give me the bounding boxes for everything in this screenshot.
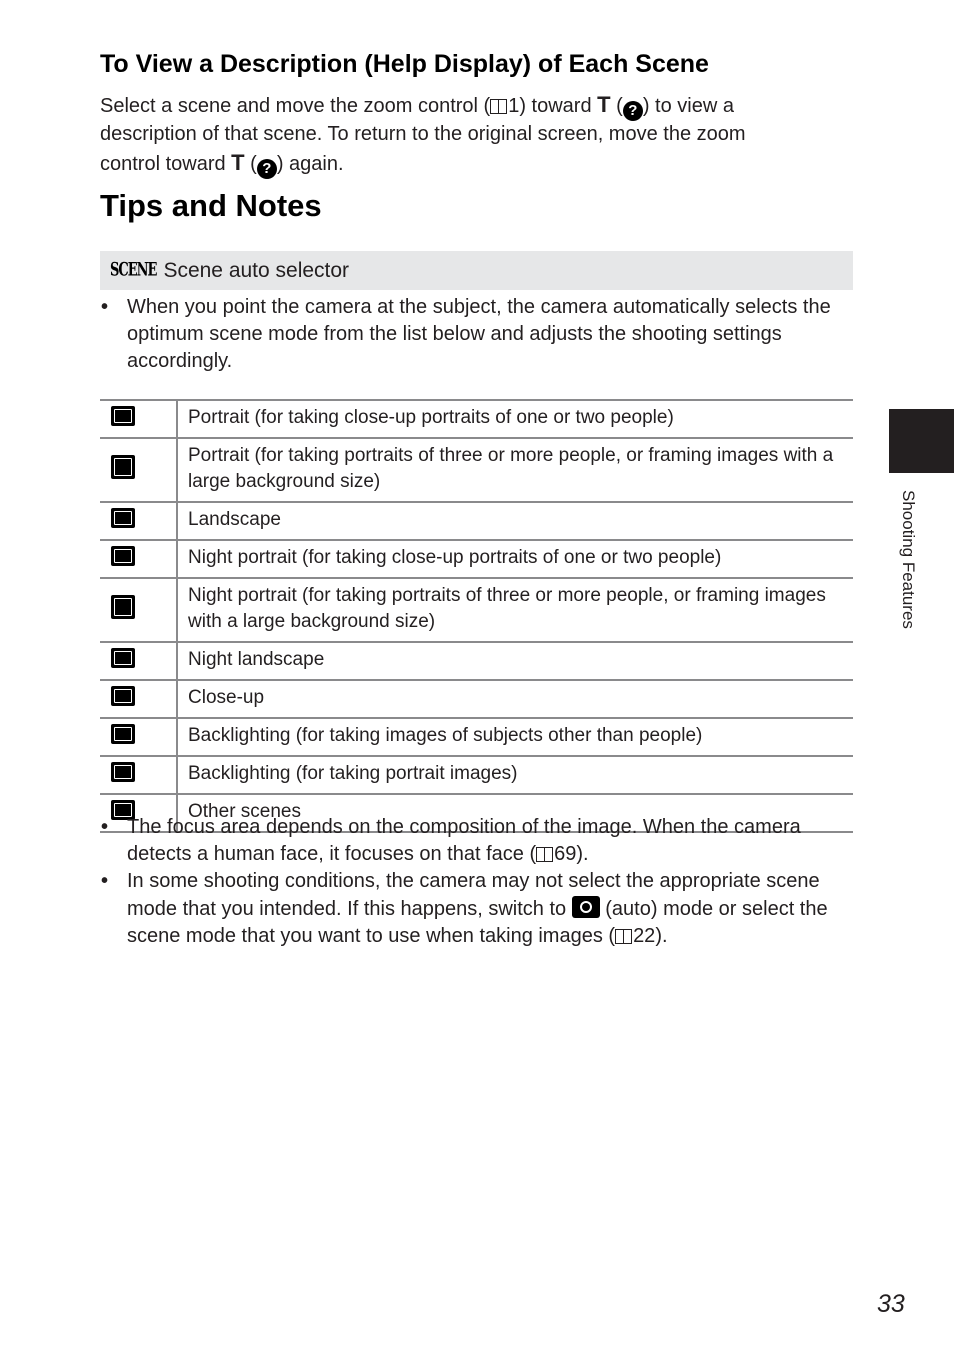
intro-bullet-list — [100, 294, 855, 376]
tips-notes-heading: Tips and Notes — [100, 188, 322, 223]
page-reference: 1 — [508, 95, 520, 117]
table-row: Night portrait (for taking portraits of three or more people, or framing images with a large background size) — [100, 578, 853, 642]
book-reference-icon — [490, 99, 507, 114]
help-icon: ? — [623, 101, 643, 121]
close-up-icon — [111, 686, 135, 706]
landscape-icon — [111, 508, 135, 528]
table-row: Night landscape — [100, 642, 853, 680]
list-item: • When you point the camera at the subject, the camera automatically selects the optimum scene mode from the list below and adjusts the shooting settings accordingly. — [101, 296, 831, 373]
scene-mode-table — [100, 399, 853, 833]
scene-auto-selector-header — [100, 251, 853, 290]
notes-bullet-list — [100, 814, 855, 950]
help-display-heading: To View a Description (Help Display) of Each Scene — [100, 50, 709, 78]
zoom-tele-symbol: T — [231, 149, 245, 175]
page-reference: 22 — [633, 924, 656, 947]
table-row: Backlighting (for taking portrait images) — [100, 756, 853, 794]
page-reference: 69 — [554, 843, 577, 866]
help-display-paragraph: Select a scene and move the zoom control ( 1) toward T ( ? ) to view a description of that scene. To return to the original screen, move the zoom control toward T ( ? ) again. — [100, 92, 746, 177]
backlighting-portrait-icon — [111, 762, 135, 782]
backlighting-icon — [111, 724, 135, 744]
table-row: Other scenes — [100, 794, 853, 832]
table-row: Close-up — [100, 680, 853, 718]
night-portrait-group-icon — [111, 595, 135, 619]
camera-auto-mode-icon — [572, 896, 600, 918]
chapter-tab — [889, 409, 954, 473]
night-portrait-closeup-icon — [111, 546, 135, 566]
scene-auto-selector-icon: SCENE — [110, 260, 157, 281]
night-landscape-icon — [111, 648, 135, 668]
book-reference-icon — [536, 847, 553, 862]
scene-auto-selector-title: Scene auto selector — [163, 258, 350, 282]
portrait-closeup-icon — [111, 406, 135, 426]
zoom-tele-symbol: T — [597, 92, 611, 117]
list-item: • In some shooting conditions, the camera may not select the appropriate scene mode that you intended. If this happens, switch to (auto) mode or select the scene mode that you want to use when taking images ( 22). — [101, 870, 828, 947]
page-number: 33 — [877, 1290, 905, 1318]
table-row: Landscape — [100, 502, 853, 540]
chapter-label: Shooting Features — [899, 490, 918, 629]
book-reference-icon — [615, 929, 632, 944]
table-row: Night portrait (for taking close-up portraits of one or two people) — [100, 540, 853, 578]
portrait-group-icon — [111, 455, 135, 479]
list-item: • The focus area depends on the composition of the image. When the camera detects a human face, it focuses on that face ( 69). — [101, 816, 801, 866]
table-row: Portrait (for taking portraits of three or more people, or framing images with a large background size) — [100, 438, 853, 502]
table-row: Backlighting (for taking images of subjects other than people) — [100, 718, 853, 756]
table-row: Portrait (for taking close-up portraits of one or two people) — [100, 400, 853, 438]
help-icon: ? — [257, 159, 277, 179]
